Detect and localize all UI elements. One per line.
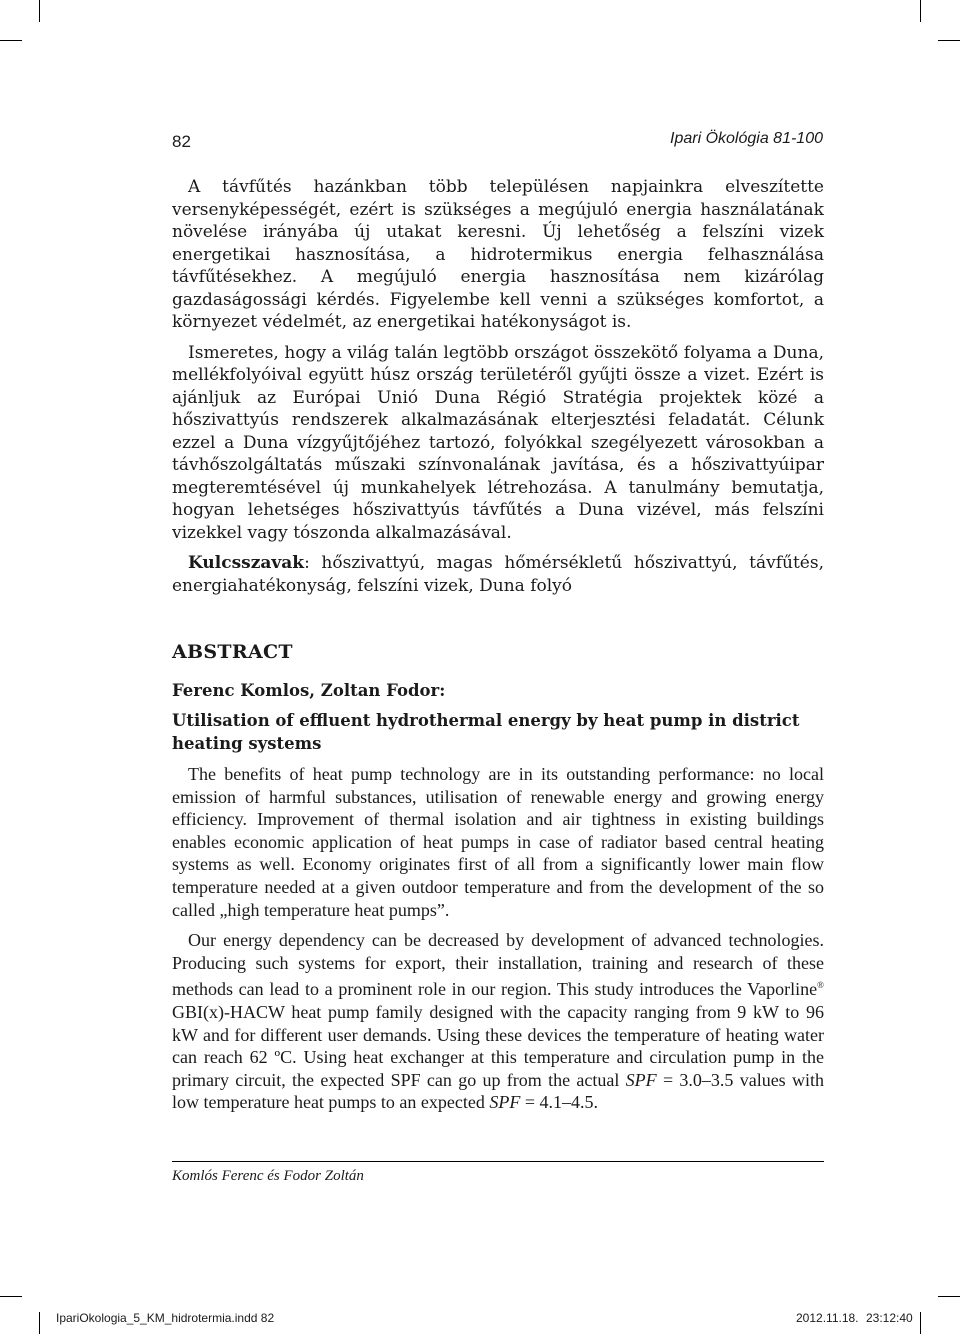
crop-mark — [39, 1312, 40, 1334]
footnote-authors: Komlós Ferenc és Fodor Zoltán — [172, 1168, 364, 1184]
abstract-text: = 3.0–3.5 values with low temperature heat pumps to an expected — [172, 1069, 824, 1113]
crop-mark — [920, 0, 921, 22]
crop-mark — [0, 1296, 22, 1297]
main-content — [172, 176, 824, 1114]
abstract-paragraph-1: The benefits of heat pump technology are in its outstanding performance: no local emission of harmful substances, utilisation of renewable energy and growing energy efficiency. Improvement of thermal isolation and air tightness in existing buildings enables economic application of heat pumps in case of radiator based central heating systems as well. Economy originates first of all from a significantly lower main flow temperature needed at a given outdoor temperature and from the development of the so called „high temperature heat pumps”. — [172, 764, 824, 920]
running-head: Ipari Ökológia 81-100 — [670, 130, 823, 147]
keywords-label: Kulcsszavak — [188, 553, 305, 573]
keywords — [172, 552, 824, 597]
crop-mark — [0, 40, 22, 41]
slug-date: 2012.11.18. — [796, 1311, 859, 1325]
footnote-rule — [172, 1161, 824, 1162]
abstract-text: Our energy dependency can be decreased by development of advanced technologies. Producing such systems for export, their installation, training and research of these methods can lead to a prominent role in our region. This study introduces the Vaporline — [172, 930, 824, 1000]
crop-mark — [938, 40, 960, 41]
abstract-text: = 4.1–4.5. — [520, 1092, 599, 1113]
hungarian-paragraph-1: A távfűtés hazánkban több településen napjainkra elveszítette versenyképességét, ezért is szükséges a megújuló energia használatának növelése irányába új utakat keresni. Új lehetőség a felszíni vizek energetikai hasznosítása, a hidrotermikus energia felhasználása távfűtésekhez. A megújuló energia hasznosítása nem kizárólag gazdaságossági kérdés. Figyelembe kell venni a szükséges komfortot, a környezet védelmét, az energetikai hatékonyságot is. — [172, 177, 824, 332]
spf-symbol: SPF — [625, 1069, 657, 1090]
hungarian-paragraph-2: Ismeretes, hogy a világ talán legtöbb országot összekötő folyama a Duna, mellékfolyóival együtt húsz ország területéről gyűjti össze a vizet. Ezért is ajánljuk az Európai Unió Duna Régió Stratégia projektek közé a hőszivattyús rendszerek alkalmazásának elterjesztési feladatát. Célunk ezzel a Duna vízgyűjtőjéhez tartozó, folyókkal szegélyezett városokban a távhőszolgáltatás műszaki színvonalának javítása, és a hőszivattyúipar megteremtésével új munkahelyek létrehozása. A tanulmány bemutatja, hogyan lehetséges hőszivattyús távfűtés a Duna vizével, más felszíni vizekkel vagy tószonda alkalmazásával. — [172, 342, 824, 543]
crop-mark — [938, 1296, 960, 1297]
registered-mark: ® — [817, 980, 824, 991]
abstract-authors: Ferenc Komlos, Zoltan Fodor: — [172, 680, 446, 700]
abstract-heading: ABSTRACT — [172, 641, 293, 663]
crop-mark — [920, 1312, 921, 1334]
slug-time: 23:12:40 — [866, 1311, 913, 1325]
spf-symbol: SPF — [489, 1092, 521, 1113]
keywords-text: : hőszivattyú, magas hőmérsékletű hőszivattyú, távfűtés, energiahatékonyság, felszíni vizek, Duna folyó — [172, 553, 824, 596]
slug-file: IpariOkologia_5_KM_hidrotermia.indd 82 — [56, 1311, 275, 1325]
crop-mark — [39, 0, 40, 22]
abstract-text: GBI(x)-HACW heat pump family designed with the capacity ranging from 9 kW to 96 kW and for different user demands. Using these devices the temperature of heating water can reach 62 ºC. Using heat exchanger at this temperature and circulation pump in the primary circuit, the expected SPF can go up from the actual — [172, 1001, 824, 1090]
page-number: 82 — [172, 132, 191, 151]
abstract-paragraph-2 — [172, 929, 824, 1114]
abstract-title: Utilisation of effluent hydrothermal energy by heat pump in district heating systems — [172, 711, 800, 753]
